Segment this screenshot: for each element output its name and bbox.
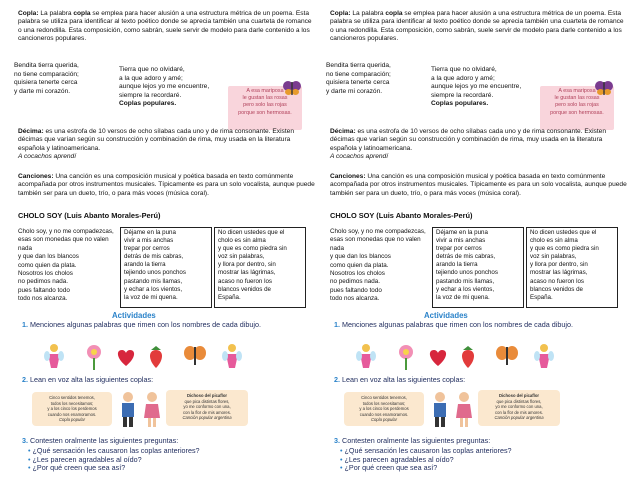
question-3: 3. Contesten oralmente las siguientes preguntas: xyxy=(22,436,179,445)
drawings-illustration xyxy=(356,342,596,372)
cholo-title: CHOLO SOY (Luis Abanto Morales-Perú) xyxy=(330,211,473,220)
bullet-icon: • xyxy=(28,446,31,455)
cholo-stanza-1: Cholo soy, y no me compadezcas, esas son monedas que no valen nada y que dan los blancos como quien da plata. Nosotros los cholos no pedimos nada. pues faltando todo todo nos alcanza. xyxy=(18,228,114,303)
heart-drawing xyxy=(430,350,446,366)
girl-illustration-icon xyxy=(142,390,162,428)
intro-paragraph: Copla: La palabra copla se emplea para hacer alusión a una estructura métrica de un poema. Esta palabra se utiliza para identificar al texto poético donde se aprecia también una cuarteta de romance o una redondilla. Esta composición, como sabrán, suele servir de modelo para darle contenido a los cancioneros populares. xyxy=(330,10,624,43)
question-3: 3. Contesten oralmente las siguientes preguntas: xyxy=(334,436,491,445)
fairy-drawing-2 xyxy=(534,344,554,368)
canciones-paragraph: Canciones: Una canción es una composición musical y poética basada en texto comúnmente acompañada por otros instrumentos musicales. Típicamente es para un solo vocalista, aunque puede también ser para un dueto, trío, o para más voces (música coral). xyxy=(18,173,315,197)
page-left xyxy=(14,0,320,495)
question-3-bullets xyxy=(28,447,313,473)
fairy-drawing-2 xyxy=(222,344,242,368)
poem-one: Bendita tierra querida, no tiene comparación; quisiera tenerte cerca y darte mi corazón. xyxy=(14,62,79,95)
bullet-icon: • xyxy=(340,463,343,473)
cholo-stanza-1: Cholo soy, y no me compadezcas, esas son monedas que no valen nada y que dan los blancos como quien da plata. Nosotros los cholos no pedimos nada. pues faltando todo todo nos alcanza. xyxy=(330,228,426,303)
mariposa-card: A esa mariposa le gustan las rosas pero solo las rojas porque son hermosas. xyxy=(228,86,302,130)
decima-paragraph: Décima: es una estrofa de 10 versos de ocho sílabas cada uno y de rima consonante. Existen décimas que varían según su construcción y combinación de rima, muy usada en la literatura española y latinoamericana. A cocachos aprendí xyxy=(330,128,607,161)
cholo-stanza-2: Déjame en la puna vivir a mis anchas trepar por cerros detrás de mis cabras, arando la tierra tejiendo unos ponchos pastando mis llamas, y echar a los vientos, la voz de mi quena. xyxy=(432,227,524,308)
fairy-drawing xyxy=(356,344,376,368)
strawberry-drawing xyxy=(462,346,474,368)
boy-illustration-icon xyxy=(118,390,138,428)
cholo-title: CHOLO SOY (Luis Abanto Morales-Perú) xyxy=(18,211,161,220)
bullet-icon: • xyxy=(340,446,343,455)
girl-illustration-icon xyxy=(454,390,474,428)
copla-b-box: Dichoso del picaflor que pica distintas flores, yo me conformo con una, con la flor de mis amores. Canción popular argentina xyxy=(478,390,560,426)
bullet-item: • ¿Les parecen agradables al oído? xyxy=(28,454,142,464)
copla-a-box: Cinco sentidos tenemos, todos los necesitamos; y a los cinco los perdemos cuando nos enamoramos. Copla popular xyxy=(32,392,112,426)
drawing-row xyxy=(356,342,596,377)
butterfly-drawing xyxy=(496,346,518,365)
fairy-drawing xyxy=(44,344,64,368)
question-2: 2. Lean en voz alta las siguientes coplas: xyxy=(22,375,154,384)
bullet-icon: • xyxy=(340,454,343,464)
cholo-stanza-3: No dicen ustedes que el cholo es sin alma y que es como piedra sin voz sin palabras, y llora por dentro, sin mostrar las lágrimas, acaso no fueron los blancos venidos de España. xyxy=(214,227,306,308)
bullet-item: • ¿Por qué creen que sea así? xyxy=(340,463,438,473)
copla-b-box: Dichoso del picaflor que pica distintas flores, yo me conformo con una, con la flor de mis amores. Canción popular argentina xyxy=(166,390,248,426)
strawberry-drawing xyxy=(150,346,162,368)
poem-two: Tierra que no olvidaré, a la que adoro y amé; aunque lejos yo me encuentre, siempre la recordaré. Coplas populares. xyxy=(119,66,210,108)
bullet-icon: • xyxy=(28,463,31,473)
butterfly-drawing xyxy=(184,346,206,365)
bullet-item: • ¿Qué sensación les causaron las coplas anteriores? xyxy=(340,446,512,455)
actividades-title: Actividades xyxy=(424,311,468,320)
decima-paragraph: Décima: es una estrofa de 10 versos de ocho sílabas cada uno y de rima consonante. Existen décimas que varían según su construcción y combinación de rima, muy usada en la literatura española y latinoamericana. A cocachos aprendí xyxy=(18,128,295,161)
drawings-illustration xyxy=(44,342,284,372)
bullet-item: • ¿Por qué creen que sea así? xyxy=(28,463,126,473)
poem-two: Tierra que no olvidaré, a la que adoro y amé; aunque lejos yo me encuentre, siempre la recordaré. Coplas populares. xyxy=(431,66,522,108)
question-3-bullets xyxy=(340,447,625,473)
flower-drawing xyxy=(87,345,101,370)
butterfly-icon xyxy=(594,80,614,96)
heart-drawing xyxy=(118,350,134,366)
actividades-title: Actividades xyxy=(112,311,156,320)
bullet-icon: • xyxy=(28,454,31,464)
bullet-item: • ¿Qué sensación les causaron las coplas anteriores? xyxy=(28,446,200,455)
copla-a-box: Cinco sentidos tenemos, todos los necesitamos; y a los cinco los perdemos cuando nos enamoramos. Copla popular xyxy=(344,392,424,426)
poem-one: Bendita tierra querida, no tiene comparación; quisiera tenerte cerca y darte mi corazón. xyxy=(326,62,391,95)
butterfly-icon xyxy=(282,80,302,96)
cholo-stanza-2: Déjame en la puna vivir a mis anchas trepar por cerros detrás de mis cabras, arando la tierra tejiendo unos ponchos pastando mis llamas, y echar a los vientos, la voz de mi quena. xyxy=(120,227,212,308)
drawing-row xyxy=(44,342,284,377)
mariposa-card: A esa mariposa le gustan las rosas pero solo las rojas porque son hermosas. xyxy=(540,86,614,130)
bullet-item: • ¿Les parecen agradables al oído? xyxy=(340,454,454,464)
question-2: 2. Lean en voz alta las siguientes coplas: xyxy=(334,375,466,384)
question-1: 1. Menciones algunas palabras que rimen con los nombres de cada dibujo. xyxy=(334,320,573,329)
flower-drawing xyxy=(399,345,413,370)
intro-paragraph: Copla: La palabra copla se emplea para hacer alusión a una estructura métrica de un poema. Esta palabra se utiliza para identificar al texto poético donde se aprecia también una cuarteta de romance o una redondilla. Esta composición, como sabrán, suele servir de modelo para darle contenido a los cancioneros populares. xyxy=(18,10,312,43)
canciones-paragraph: Canciones: Una canción es una composición musical y poética basada en texto comúnmente acompañada por otros instrumentos musicales. Típicamente es para un solo vocalista, aunque puede también ser para un dueto, trío, o para más voces (música coral). xyxy=(330,173,627,197)
cholo-stanza-3: No dicen ustedes que el cholo es sin alma y que es como piedra sin voz sin palabras, y llora por dentro, sin mostrar las lágrimas, acaso no fueron los blancos venidos de España. xyxy=(526,227,618,308)
boy-illustration-icon xyxy=(430,390,450,428)
question-1: 1. Menciones algunas palabras que rimen con los nombres de cada dibujo. xyxy=(22,320,261,329)
page-right xyxy=(326,0,632,495)
